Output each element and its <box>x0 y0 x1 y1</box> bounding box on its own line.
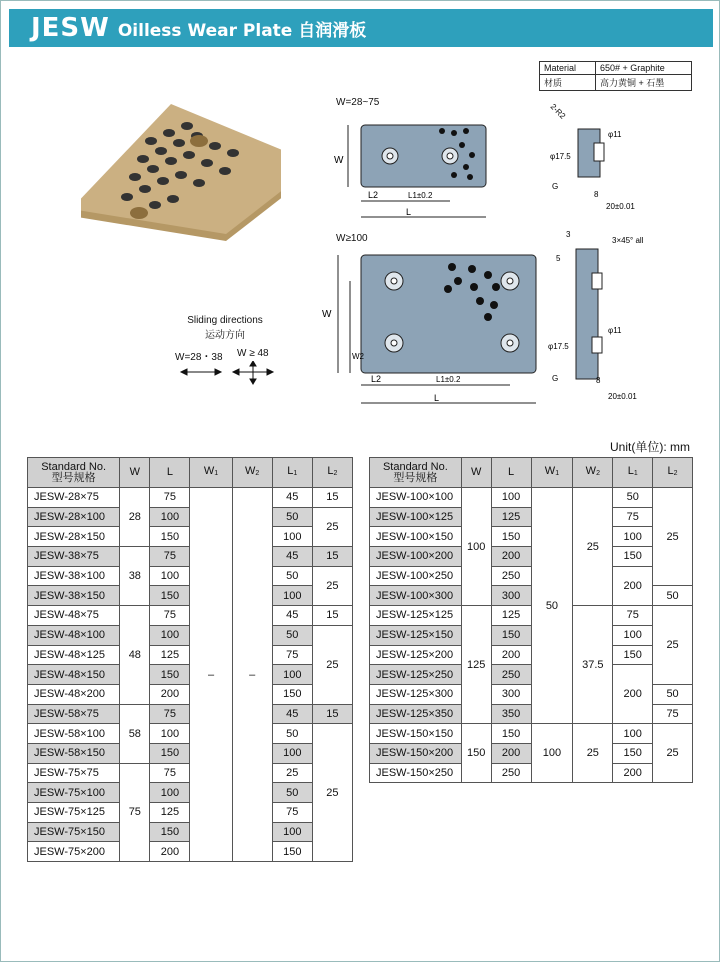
l-cell: 150 <box>150 586 190 606</box>
l1-cell: 45 <box>272 488 312 508</box>
l1-cell: 75 <box>272 803 312 823</box>
l-cell: 100 <box>150 625 190 645</box>
l-cell: 125 <box>491 606 531 626</box>
l2-cell: 15 <box>312 606 352 626</box>
l1-cell: 50 <box>272 566 312 586</box>
l2-cell: 15 <box>312 547 352 567</box>
l-cell: 150 <box>491 527 531 547</box>
l-cell: 300 <box>491 684 531 704</box>
c345-label: 3×45° all <box>612 236 644 245</box>
l-cell: 100 <box>150 724 190 744</box>
page-title: Oilless Wear Plate 自润滑板 <box>117 20 367 41</box>
material-table <box>539 61 692 91</box>
l1-cell: 25 <box>272 763 312 783</box>
l1-cell: 150 <box>613 743 653 763</box>
model-cell: JESW-58×100 <box>28 724 120 744</box>
l-cell: 125 <box>150 803 190 823</box>
l-cell: 250 <box>491 665 531 685</box>
w-dim: W <box>334 155 344 166</box>
table-row <box>370 507 693 527</box>
l-cell: 100 <box>150 783 190 803</box>
model-cell: JESW-38×100 <box>28 566 120 586</box>
profile-large <box>546 229 676 409</box>
w2-cell: 37.5 <box>573 606 613 724</box>
l1-cell: 100 <box>272 665 312 685</box>
l-cell: 125 <box>150 645 190 665</box>
l2-cell: 50 <box>653 684 693 704</box>
w2-cell: 25 <box>573 724 613 783</box>
col-l1: L1 <box>272 458 312 488</box>
l-cell: 200 <box>491 547 531 567</box>
h8-label: 8 <box>594 190 599 199</box>
sliding-caption <box>185 315 265 341</box>
l1-cell: 200 <box>613 566 653 605</box>
l-cell: 150 <box>150 743 190 763</box>
model-cell: JESW-48×75 <box>28 606 120 626</box>
col-l-r: L <box>491 458 531 488</box>
brand: JESW <box>31 13 110 43</box>
l-cell: 75 <box>150 763 190 783</box>
model-cell: JESW-100×100 <box>370 488 462 508</box>
col-w: W <box>120 458 150 488</box>
model-cell: JESW-125×150 <box>370 625 462 645</box>
l-cell: 350 <box>491 704 531 724</box>
material-value: 650# + Graphite <box>596 62 692 75</box>
l1-cell: 50 <box>613 488 653 508</box>
product-illustration <box>81 101 281 261</box>
l-cell: 250 <box>491 763 531 783</box>
l2-cell: 15 <box>312 704 352 724</box>
l1-cell: 150 <box>272 684 312 704</box>
l-cell: 75 <box>150 547 190 567</box>
l-dim: L <box>406 207 412 217</box>
model-cell: JESW-28×75 <box>28 488 120 508</box>
l2-cell: 25 <box>312 724 352 862</box>
d175-label-large: φ17.5 <box>548 342 569 351</box>
l2-cell: 25 <box>312 507 352 546</box>
l2-cell: 75 <box>653 704 693 724</box>
table-row <box>370 488 693 508</box>
w-cell: 150 <box>461 724 491 783</box>
dir-a-label: W=28・38 <box>175 352 223 363</box>
table-row <box>370 645 693 665</box>
w-cell: 75 <box>120 763 150 861</box>
model-cell: JESW-28×100 <box>28 507 120 527</box>
model-cell: JESW-48×125 <box>28 645 120 665</box>
col-w-r: W <box>461 458 491 488</box>
l-cell: 150 <box>150 527 190 547</box>
model-cell: JESW-75×150 <box>28 822 120 842</box>
l2-cell: 15 <box>312 488 352 508</box>
h8-label-large: 8 <box>596 376 601 385</box>
w-cell: 48 <box>120 606 150 704</box>
c3-label: 3 <box>566 230 571 239</box>
l-cell: 75 <box>150 488 190 508</box>
model-cell: JESW-125×125 <box>370 606 462 626</box>
material-label: Material <box>540 62 596 75</box>
t20-label: 20±0.01 <box>606 202 635 211</box>
w1-cell: 100 <box>531 724 573 783</box>
w-cell: 38 <box>120 547 150 606</box>
l2-cell: 25 <box>312 566 352 605</box>
l-cell: 125 <box>491 507 531 527</box>
spec-table-left <box>27 457 353 862</box>
d175-label: φ17.5 <box>550 152 571 161</box>
l-cell: 150 <box>150 822 190 842</box>
model-cell: JESW-38×75 <box>28 547 120 567</box>
col-w1-r: W1 <box>531 458 573 488</box>
l1-cell: 100 <box>272 527 312 547</box>
l-cell: 100 <box>491 488 531 508</box>
col-w2: W2 <box>232 458 272 488</box>
l1-cell: 200 <box>613 665 653 724</box>
model-cell: JESW-100×200 <box>370 547 462 567</box>
model-cell: JESW-125×300 <box>370 684 462 704</box>
l1-cell: 100 <box>613 625 653 645</box>
l1-cell: 150 <box>613 547 653 567</box>
l1-cell: 50 <box>272 507 312 527</box>
col-l: L <box>150 458 190 488</box>
l-cell: 150 <box>491 724 531 744</box>
l1-cell: 100 <box>272 586 312 606</box>
l1-cell: 45 <box>272 547 312 567</box>
w-cell: 28 <box>120 488 150 547</box>
r2-label: 2-R2 <box>548 102 568 121</box>
spec-table-right <box>369 457 693 783</box>
l-cell: 200 <box>150 684 190 704</box>
w2-dim: W2 <box>352 352 364 361</box>
l1-dim: L1±0.2 <box>408 191 433 200</box>
l1-cell: 45 <box>272 704 312 724</box>
model-cell: JESW-58×150 <box>28 743 120 763</box>
model-cell: JESW-48×200 <box>28 684 120 704</box>
model-cell: JESW-150×250 <box>370 763 462 783</box>
model-cell: JESW-125×200 <box>370 645 462 665</box>
l-dim-large: L <box>434 393 440 403</box>
table-row <box>370 665 693 685</box>
model-cell: JESW-48×100 <box>28 625 120 645</box>
model-cell: JESW-58×75 <box>28 704 120 724</box>
direction-arrows <box>177 361 277 385</box>
l1-cell: 45 <box>272 606 312 626</box>
l2-dim-large: L2 <box>371 374 382 384</box>
l-cell: 100 <box>150 566 190 586</box>
l-cell: 150 <box>150 665 190 685</box>
dir-b-label: W ≥ 48 <box>237 348 269 359</box>
table-row <box>370 625 693 645</box>
d11-label-large: φ11 <box>608 326 622 335</box>
w2-cell: – <box>232 488 272 862</box>
l-cell: 200 <box>491 645 531 665</box>
l2-dim: L2 <box>368 190 379 200</box>
model-cell: JESW-100×300 <box>370 586 462 606</box>
d11-label: φ11 <box>608 130 622 139</box>
model-cell: JESW-100×125 <box>370 507 462 527</box>
l1-cell: 100 <box>613 527 653 547</box>
col-standard-r: Standard No. 型号规格 <box>370 458 462 488</box>
material-label-cn: 材质 <box>540 75 596 91</box>
l2-cell: 25 <box>653 724 693 783</box>
model-cell: JESW-100×250 <box>370 566 462 586</box>
l1-cell: 100 <box>272 743 312 763</box>
model-cell: JESW-38×150 <box>28 586 120 606</box>
model-cell: JESW-75×200 <box>28 842 120 862</box>
model-cell: JESW-125×350 <box>370 704 462 724</box>
unit-label: Unit(单位): mm <box>610 440 690 454</box>
model-cell: JESW-150×200 <box>370 743 462 763</box>
table-row <box>370 606 693 626</box>
table-row <box>370 527 693 547</box>
sliding-cn: 运动方向 <box>205 330 245 341</box>
col-w1: W1 <box>190 458 232 488</box>
l1-dim-large: L1±0.2 <box>436 375 461 384</box>
model-cell: JESW-75×125 <box>28 803 120 823</box>
l1-cell: 50 <box>272 625 312 645</box>
l-cell: 200 <box>491 743 531 763</box>
l2-cell: 25 <box>653 488 693 586</box>
w-small-label: W=28~75 <box>336 97 380 108</box>
g-label: G <box>552 182 559 191</box>
model-cell: JESW-75×75 <box>28 763 120 783</box>
w-cell: 125 <box>461 606 491 724</box>
w-cell: 58 <box>120 704 150 763</box>
model-cell: JESW-28×150 <box>28 527 120 547</box>
l1-cell: 100 <box>613 724 653 744</box>
col-l1-r: L1 <box>613 458 653 488</box>
l-cell: 75 <box>150 606 190 626</box>
table-row <box>370 566 693 586</box>
col-standard: Standard No. 型号规格 <box>28 458 120 488</box>
table-row <box>370 763 693 783</box>
l-cell: 150 <box>491 625 531 645</box>
model-cell: JESW-48×150 <box>28 665 120 685</box>
table-row <box>28 488 353 508</box>
l-cell: 100 <box>150 507 190 527</box>
table-row <box>370 547 693 567</box>
model-cell: JESW-125×250 <box>370 665 462 685</box>
sliding-en: Sliding directions <box>187 315 263 326</box>
l1-cell: 75 <box>613 507 653 527</box>
header-bar <box>9 9 713 47</box>
model-cell: JESW-150×150 <box>370 724 462 744</box>
l-cell: 250 <box>491 566 531 586</box>
l2-cell: 50 <box>653 586 693 606</box>
l1-cell: 150 <box>272 842 312 862</box>
w2-cell: 25 <box>573 488 613 606</box>
w-cell: 100 <box>461 488 491 606</box>
w1-cell: – <box>190 488 232 862</box>
l1-cell: 75 <box>272 645 312 665</box>
l2-cell: 25 <box>653 606 693 685</box>
drawing-small <box>326 111 536 226</box>
l1-cell: 150 <box>613 645 653 665</box>
l1-cell: 50 <box>272 783 312 803</box>
table-row <box>370 743 693 763</box>
t20-label-large: 20±0.01 <box>608 392 637 401</box>
w1-cell: 50 <box>531 488 573 724</box>
model-cell: JESW-100×150 <box>370 527 462 547</box>
model-cell: JESW-75×100 <box>28 783 120 803</box>
l2-cell: 25 <box>312 625 352 704</box>
l1-cell: 100 <box>272 822 312 842</box>
l1-cell: 200 <box>613 763 653 783</box>
l-cell: 75 <box>150 704 190 724</box>
l-cell: 300 <box>491 586 531 606</box>
material-value-cn: 高力黄铜 + 石墨 <box>596 75 692 91</box>
col-w2-r: W2 <box>573 458 613 488</box>
c5-label: 5 <box>556 254 561 263</box>
table-row <box>370 724 693 744</box>
l1-cell: 50 <box>272 724 312 744</box>
col-l2-r: L2 <box>653 458 693 488</box>
col-l2: L2 <box>312 458 352 488</box>
l-cell: 200 <box>150 842 190 862</box>
drawing-large <box>316 247 546 412</box>
profile-small <box>546 97 666 217</box>
g-label-large: G <box>552 374 559 383</box>
w-dim-large: W <box>322 309 332 320</box>
w-large-label: W≥100 <box>336 233 368 244</box>
l1-cell: 75 <box>613 606 653 626</box>
